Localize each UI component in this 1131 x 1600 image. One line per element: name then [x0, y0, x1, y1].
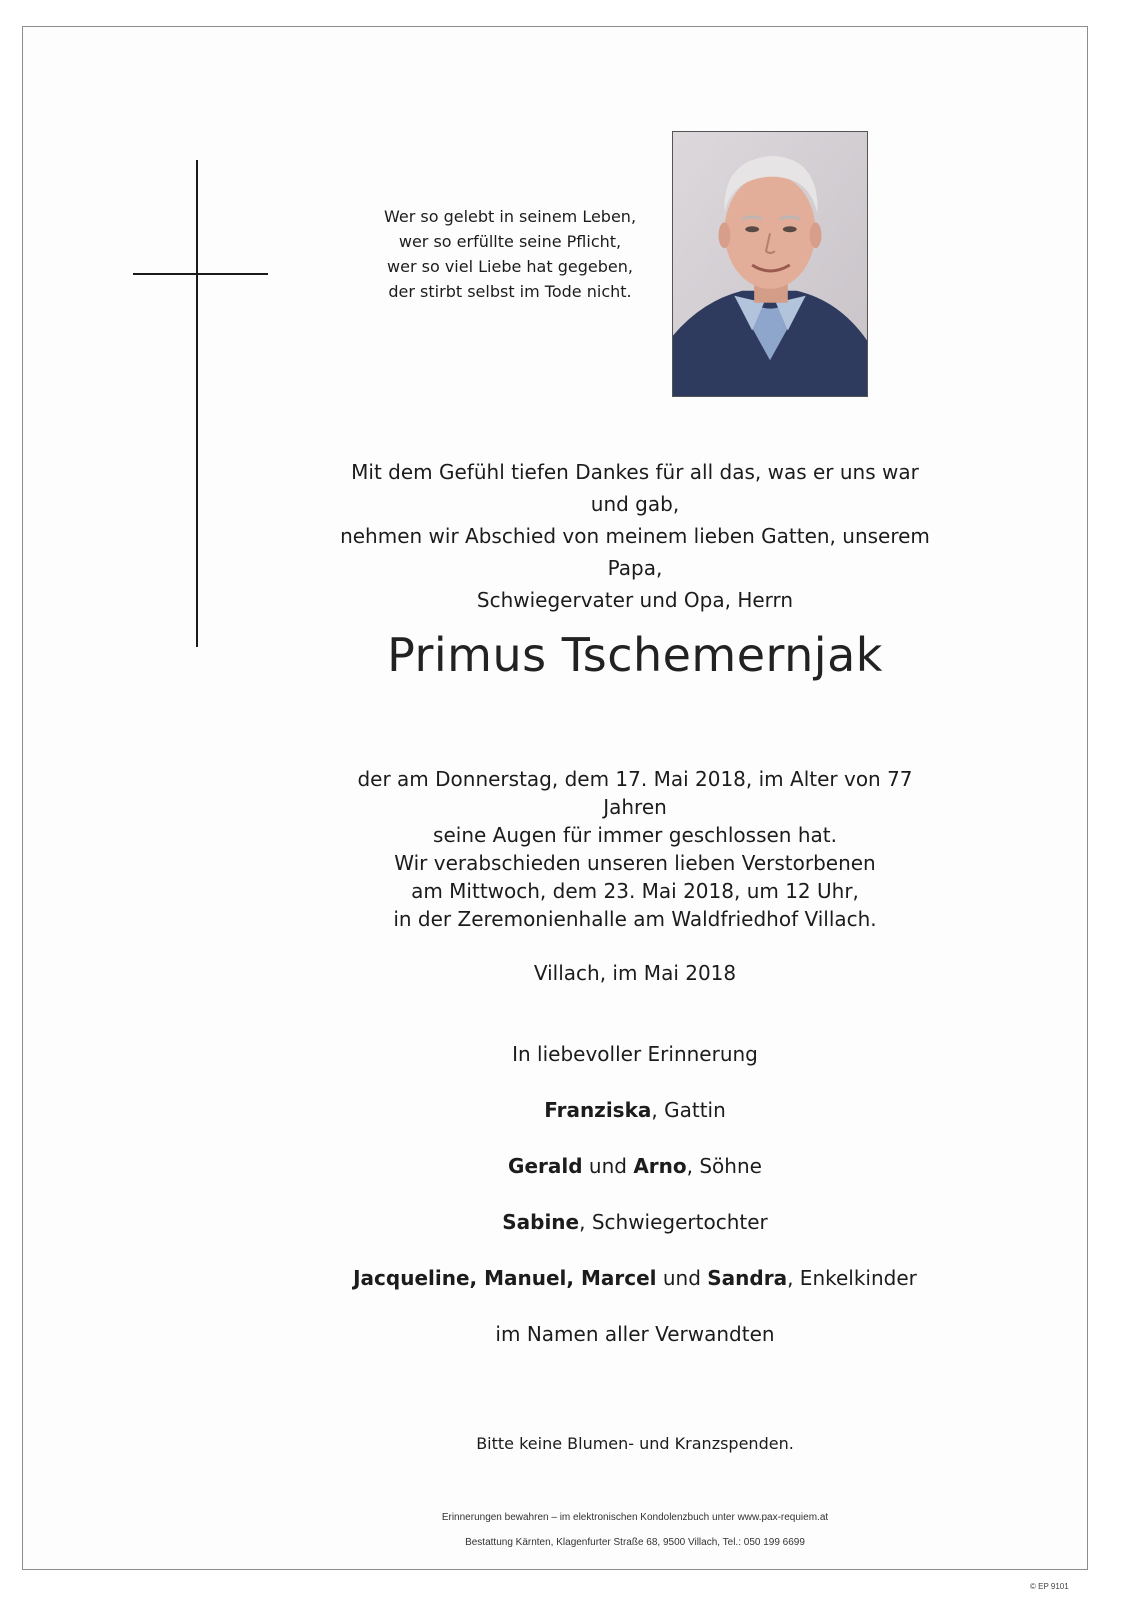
mourner-relation: , Söhne [686, 1154, 762, 1178]
cross-vertical-beam [196, 160, 198, 647]
intro-line: Schwiegervater und Opa, Herrn [476, 588, 794, 612]
mourners-list [330, 1040, 940, 1376]
funeral-details [330, 849, 940, 933]
footer-condolence-link: Erinnerungen bewahren – im elektronischen Kondolenzbuch unter www.pax-requiem.at [441, 1512, 829, 1523]
portrait-photo [672, 131, 868, 397]
mourner-relation: , Enkelkinder [787, 1266, 917, 1290]
mourner-relation: , Schwiegertochter [579, 1210, 768, 1234]
mourner-name: Sabine [502, 1210, 580, 1234]
funeral-line: in der Zeremonienhalle am Waldfriedhof Villach. [393, 907, 877, 931]
form-code: © EP 9101 [1030, 1582, 1069, 1591]
death-line: seine Augen für immer geschlossen hat. [433, 823, 837, 847]
conjunction: und [582, 1154, 634, 1178]
mourner-name: Jacqueline, Manuel, Marcel [353, 1266, 657, 1290]
deceased-name: Primus Tschemernjak [387, 628, 883, 682]
death-line: der am Donnerstag, dem 17. Mai 2018, im Alter von 77 Jahren [357, 767, 913, 819]
footer-funeral-home: Bestattung Kärnten, Klagenfurter Straße 68, 9500 Villach, Tel.: 050 199 6699 [465, 1537, 805, 1548]
poem-line: wer so viel Liebe hat gegeben, [387, 257, 633, 276]
intro-text [330, 456, 940, 616]
mourner-daughter-in-law [330, 1208, 940, 1264]
mourner-wife [330, 1096, 940, 1152]
mourner-name: Franziska [544, 1098, 652, 1122]
mourner-relatives: im Namen aller Verwandten [495, 1322, 775, 1346]
mourner-sons [330, 1152, 940, 1208]
mourner-grandchildren [330, 1264, 940, 1320]
mourner-name: Arno [633, 1154, 687, 1178]
funeral-line: Wir verabschieden unseren lieben Verstorbenen [394, 851, 876, 875]
mourner-name: Gerald [508, 1154, 583, 1178]
intro-line: nehmen wir Abschied von meinem lieben Gatten, unserem Papa, [340, 524, 930, 580]
funeral-line: am Mittwoch, dem 23. Mai 2018, um 12 Uhr, [411, 879, 859, 903]
poem-line: der stirbt selbst im Tode nicht. [388, 282, 632, 301]
cross-horizontal-beam [133, 273, 268, 275]
conjunction: und [656, 1266, 708, 1290]
mourners-heading: In liebevoller Erinnerung [512, 1042, 758, 1066]
mourner-relation: , Gattin [651, 1098, 726, 1122]
mourner-name: Sandra [707, 1266, 788, 1290]
flowers-note: Bitte keine Blumen- und Kranzspenden. [476, 1434, 794, 1453]
poem-line: wer so erfüllte seine Pflicht, [398, 232, 622, 251]
poem-line: Wer so gelebt in seinem Leben, [383, 207, 637, 226]
memorial-poem [360, 204, 660, 304]
place-and-date: Villach, im Mai 2018 [533, 961, 737, 985]
intro-line: Mit dem Gefühl tiefen Dankes für all das, was er uns war und gab, [351, 460, 919, 516]
death-notice [330, 765, 940, 849]
